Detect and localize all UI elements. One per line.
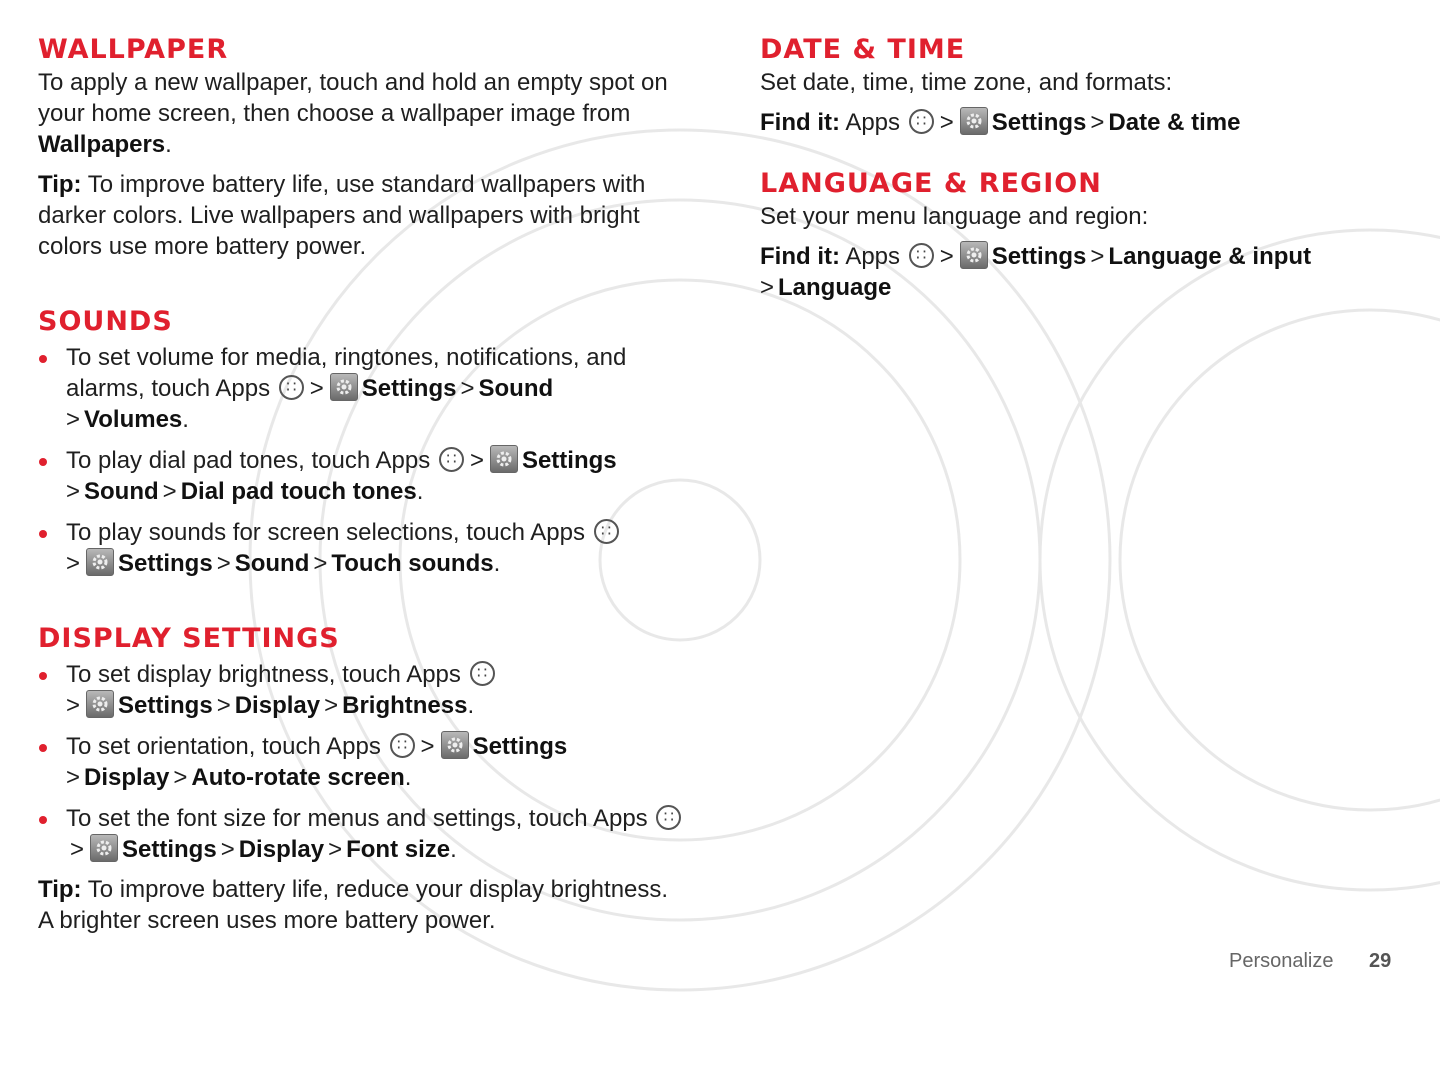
- page-footer: [1229, 950, 1391, 973]
- display-tip: Tip: To improve battery life, reduce your display brightness. A brighter screen uses more battery power.: [38, 876, 669, 934]
- apps-icon: [656, 805, 681, 830]
- wallpaper-heading: WALLPAPER: [38, 34, 229, 65]
- display-heading: DISPLAY SETTINGS: [38, 623, 340, 654]
- list-item: To set display brightness, touch Apps ∷ > Settings > Display > Brightness.: [38, 659, 688, 721]
- apps-icon: [470, 661, 495, 686]
- sounds-heading: SOUNDS: [38, 306, 173, 337]
- language-heading: LANGUAGE & REGION: [760, 168, 1102, 199]
- sounds-section: [38, 302, 688, 579]
- gear-icon: [441, 731, 469, 759]
- list-item: To set the font size for menus and settings, touch Apps ∷> Settings > Display > Font size.: [38, 803, 688, 865]
- date-time-section: [760, 30, 1400, 138]
- wallpaper-tip: Tip: To improve battery life, use standard wallpapers with darker colors. Live wallpapers and wallpapers with bright colors use more battery power.: [38, 171, 646, 260]
- apps-icon: [909, 243, 934, 268]
- apps-icon: [439, 447, 464, 472]
- gear-icon: [330, 373, 358, 401]
- footer-section-name: Personalize: [1229, 950, 1334, 972]
- date-time-find-it: Find it: Apps ∷ > Settings > Date & time: [760, 107, 1400, 138]
- wallpapers-label: Wallpapers: [38, 131, 166, 158]
- gear-icon: [86, 548, 114, 576]
- apps-icon: [279, 375, 304, 400]
- apps-icon: [390, 733, 415, 758]
- gear-icon: [490, 445, 518, 473]
- list-item: To play dial pad tones, touch Apps ∷ > Settings > Sound > Dial pad touch tones.: [38, 445, 688, 507]
- list-item: To set volume for media, ringtones, notifications, and alarms, touch Apps ∷ > Settings > Sound > Volumes.: [38, 342, 688, 435]
- apps-icon: [909, 109, 934, 134]
- date-time-intro: Set date, time, time zone, and formats:: [760, 69, 1173, 96]
- apps-icon: [594, 519, 619, 544]
- gear-icon: [960, 241, 988, 269]
- gear-icon: [86, 690, 114, 718]
- gear-icon: [960, 107, 988, 135]
- list-item: To set orientation, touch Apps ∷ > Settings > Display > Auto-rotate screen.: [38, 731, 688, 793]
- gear-icon: [90, 834, 118, 862]
- wallpaper-instructions: To apply a new wallpaper, touch and hold an empty spot on your home screen, then choose a wallpaper image from Wallpapers.: [38, 69, 668, 158]
- language-find-it: Find it: Apps ∷ > Settings > Language & input > Language: [760, 241, 1400, 303]
- language-section: [760, 164, 1400, 303]
- display-section: [38, 619, 688, 936]
- list-item: To play sounds for screen selections, touch Apps ∷ > Settings > Sound > Touch sounds.: [38, 517, 688, 579]
- date-time-heading: DATE & TIME: [760, 34, 966, 65]
- page-number: 29: [1369, 950, 1392, 972]
- wallpaper-section: [38, 30, 688, 262]
- language-intro: Set your menu language and region:: [760, 203, 1149, 230]
